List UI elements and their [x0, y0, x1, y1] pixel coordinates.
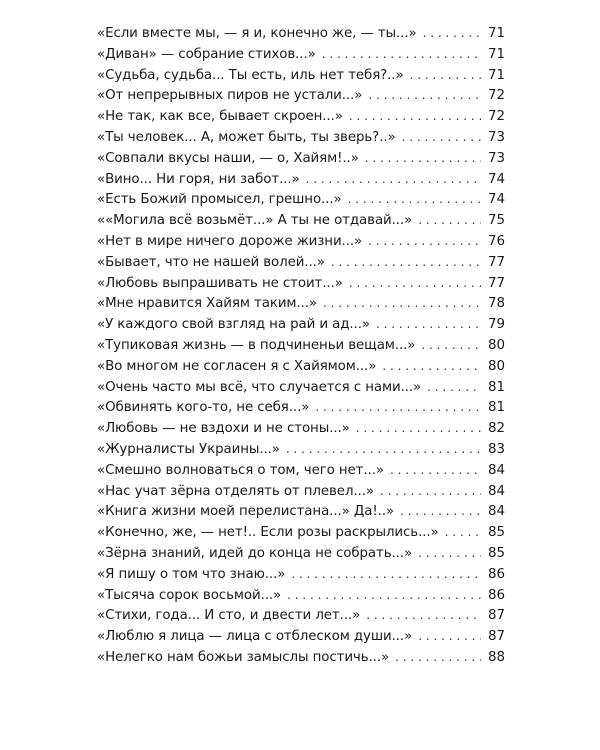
toc-entry-page-number: 73 [487, 150, 505, 166]
toc-entry-title: ««Могила всё возьмёт...» А ты не отдавай...» [97, 213, 413, 229]
dot-leader [306, 169, 481, 190]
toc-entry [97, 252, 505, 273]
toc-entry-title: «Есть Божий промысел, грешно...» [97, 192, 342, 208]
dot-leader [349, 273, 481, 294]
toc-entry-page-number: 74 [487, 171, 505, 187]
toc-entry [97, 169, 505, 190]
toc-entry-title: «Зёрна знаний, идей до конца не собрать...» [97, 545, 413, 561]
toc-entry-page-number: 76 [487, 233, 505, 249]
toc-entry-title: «Совпали вкусы наши, — о, Хайям!..» [97, 150, 359, 166]
toc-entry-page-number: 74 [487, 192, 505, 208]
toc-entry-page-number: 88 [487, 649, 505, 665]
toc-entry [97, 44, 505, 65]
toc-entry [97, 377, 505, 398]
toc-entry-page-number: 71 [487, 67, 505, 83]
toc-entry [97, 439, 505, 460]
dot-leader [366, 605, 481, 626]
toc-entry-title: «Судьба, судьба... Ты есть, иль нет тебя?..» [97, 67, 404, 83]
dot-leader [427, 377, 481, 398]
toc-entry-title: «Нет в мире ничего дороже жизни...» [97, 233, 363, 249]
toc-entry [97, 585, 505, 606]
dot-leader [421, 335, 481, 356]
toc-entry [97, 335, 505, 356]
toc-entry [97, 543, 505, 564]
toc-entry-title: «Тысяча сорок восьмой...» [97, 587, 282, 603]
toc-entry-page-number: 72 [487, 88, 505, 104]
toc-entry [97, 460, 505, 481]
toc-entry-page-number: 86 [487, 587, 505, 603]
dot-leader [410, 65, 481, 86]
toc-entry [97, 397, 505, 418]
toc-entry-title: «Диван» — собрание стихов...» [97, 46, 316, 62]
toc-entry [97, 481, 505, 502]
table-of-contents [97, 23, 505, 668]
toc-entry [97, 106, 505, 127]
toc-entry-title: «Тупиковая жизнь — в подчиненьи вещам...» [97, 337, 416, 353]
toc-entry-page-number: 77 [487, 254, 505, 270]
dot-leader [331, 252, 481, 273]
dot-leader [322, 44, 481, 65]
dot-leader [423, 23, 481, 44]
toc-entry-title: «Смешно волноваться о том, чего нет...» [97, 462, 384, 478]
toc-entry-title: «Ты человек... А, может быть, ты зверь?..» [97, 129, 396, 145]
toc-entry-title: «Во многом не согласен я с Хайямом...» [97, 358, 377, 374]
dot-leader [348, 189, 481, 210]
toc-entry-title: «Не так, как все, бывает скроен...» [97, 109, 343, 125]
toc-entry-title: «Мне нравится Хайям таким...» [97, 296, 317, 312]
toc-entry-title: «Нелегко нам божьи замыслы постичь...» [97, 649, 390, 665]
dot-leader [323, 293, 481, 314]
toc-entry-page-number: 71 [487, 46, 505, 62]
toc-entry-title: «Нас учат зёрна отделять от плевел...» [97, 483, 374, 499]
dot-leader [365, 148, 481, 169]
toc-entry [97, 501, 505, 522]
dot-leader [356, 418, 481, 439]
dot-leader [368, 231, 481, 252]
toc-entry [97, 293, 505, 314]
toc-entry-page-number: 81 [487, 379, 505, 395]
dot-leader [418, 210, 481, 231]
toc-entry [97, 522, 505, 543]
toc-entry-page-number: 71 [487, 26, 505, 41]
dot-leader [390, 460, 481, 481]
toc-entry-page-number: 77 [487, 275, 505, 291]
toc-entry-title: «От непрерывных пиров не устали...» [97, 88, 363, 104]
toc-entry-page-number: 73 [487, 129, 505, 145]
toc-entry [97, 65, 505, 86]
toc-entry-page-number: 84 [487, 504, 505, 520]
toc-entry-title: «Журналисты Украины...» [97, 441, 280, 457]
toc-entry-page-number: 81 [487, 400, 505, 416]
toc-entry-page-number: 82 [487, 421, 505, 437]
dot-leader [418, 626, 481, 647]
toc-entry [97, 85, 505, 106]
toc-entry-page-number: 75 [487, 213, 505, 229]
toc-entry-page-number: 85 [487, 545, 505, 561]
dot-leader [286, 439, 481, 460]
toc-entry-page-number: 87 [487, 629, 505, 645]
toc-entry [97, 314, 505, 335]
toc-entry-page-number: 85 [487, 525, 505, 541]
toc-entry [97, 148, 505, 169]
dot-leader [418, 543, 481, 564]
toc-entry-page-number: 84 [487, 462, 505, 478]
dot-leader [395, 647, 481, 668]
dot-leader [380, 481, 481, 502]
toc-entry-page-number: 79 [487, 317, 505, 333]
toc-entry-title: «Люблю я лица — лица с отблеском души...» [97, 629, 413, 645]
dot-leader [291, 564, 481, 585]
dot-leader [287, 585, 481, 606]
toc-entry-title: «Очень часто мы всё, что случается с нами...» [97, 379, 422, 395]
toc-entry-page-number: 84 [487, 483, 505, 499]
toc-entry [97, 418, 505, 439]
toc-entry [97, 605, 505, 626]
toc-entry [97, 127, 505, 148]
toc-entry-title: «Бывает, что не нашей волей...» [97, 254, 325, 270]
dot-leader [349, 106, 481, 127]
toc-entry-title: «У каждого свой взгляд на рай и ад...» [97, 317, 370, 333]
toc-entry-title: «Книга жизни моей перелистана...» Да!..» [97, 504, 395, 520]
toc-entry-title: «Вино... Ни горя, ни забот...» [97, 171, 300, 187]
toc-entry-page-number: 86 [487, 566, 505, 582]
toc-entry-title: «Любовь — не вздохи и не стоны...» [97, 421, 350, 437]
dot-leader [402, 127, 481, 148]
dot-leader [382, 356, 481, 377]
dot-leader [376, 314, 481, 335]
toc-entry-page-number: 80 [487, 337, 505, 353]
dot-leader [368, 85, 481, 106]
dot-leader [445, 522, 481, 543]
dot-leader [315, 397, 481, 418]
toc-entry [97, 231, 505, 252]
toc-entry-page-number: 78 [487, 296, 505, 312]
toc-entry-page-number: 80 [487, 358, 505, 374]
dot-leader [400, 501, 481, 522]
toc-entry [97, 210, 505, 231]
toc-entry-title: «Конечно, же, — нет!.. Если розы раскрылись...» [97, 525, 439, 541]
toc-entry-page-number: 83 [487, 441, 505, 457]
toc-entry [97, 564, 505, 585]
toc-entry [97, 626, 505, 647]
toc-entry-title: «Если вместе мы, — я и, конечно же, — ты...» [97, 26, 417, 41]
toc-entry [97, 647, 505, 668]
toc-entry-title: «Обвинять кого-то, не себя...» [97, 400, 310, 416]
toc-entry [97, 356, 505, 377]
toc-entry-title: «Я пишу о том что знаю...» [97, 566, 286, 582]
toc-entry-page-number: 72 [487, 109, 505, 125]
toc-entry-page-number: 87 [487, 608, 505, 624]
toc-entry [97, 23, 505, 44]
toc-entry-title: «Любовь выпрашивать не стоит...» [97, 275, 343, 291]
toc-entry [97, 273, 505, 294]
toc-entry-title: «Стихи, года... И сто, и двести лет...» [97, 608, 361, 624]
toc-entry [97, 189, 505, 210]
